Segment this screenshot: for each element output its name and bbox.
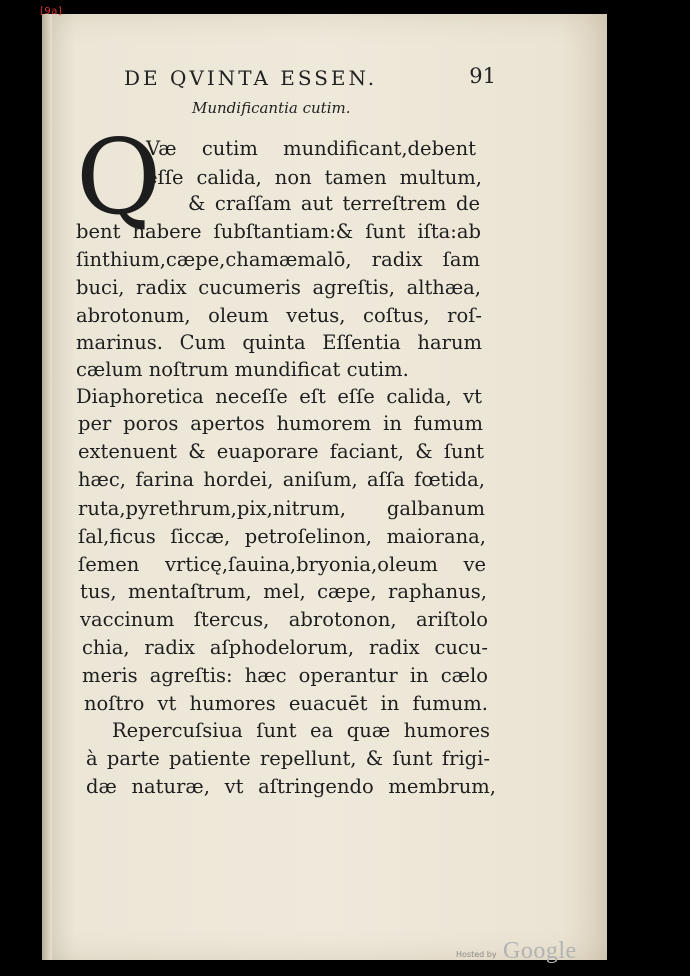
text-line: ſemen vrticę,ſauina,bryonia,oleum ve [78, 553, 486, 576]
page-number: 91 [469, 64, 496, 88]
text-line: ſal,ficus ſiccæ, petroſelinon, maiorana, [78, 525, 486, 548]
text-line: hæc, farina hordei, aniſum, aſſa fœtida, [78, 468, 485, 491]
text-line: abrotonum, oleum vetus, coſtus, roſ- [76, 304, 482, 327]
text-line: Diaphoretica neceſſe eſt eſſe calida, vt [76, 385, 482, 408]
text-line: cælum noſtrum mundificat cutim. [76, 358, 409, 381]
text-line: eſſe calida, non tamen multum, [146, 166, 482, 189]
text-line: buci, radix cucumeris agreſtis, althæa, [76, 276, 481, 299]
text-line: bent habere ſubſtantiam:& ſunt iſta:ab [76, 220, 481, 243]
section-heading: Mundificantia cutim. [192, 99, 351, 117]
text-line: per poros apertos humorem in fumum [78, 412, 483, 435]
text-line: marinus. Cum quinta Eſſentia harum [76, 331, 482, 354]
text-line: Repercuſsiua ſunt ea quæ humores [112, 719, 490, 742]
hosted-by-label: Hosted by [456, 950, 497, 959]
text-line: extenuent & euaporare faciant, & ſunt [78, 440, 484, 463]
text-line: ſinthium,cæpe,chamæmalō, radix ſam [76, 248, 480, 271]
text-line: à parte patiente repellunt, & ſunt frigi- [86, 747, 490, 770]
text-line: chia, radix aſphodelorum, radix cucu- [82, 636, 488, 659]
google-logo: Google [503, 938, 577, 964]
text-line: vaccinum ſtercus, abrotonon, ariſtolo [80, 608, 488, 631]
corner-mark: [9a] [40, 6, 63, 17]
text-line: ruta,pyrethrum,pix,nitrum, galbanum [78, 497, 485, 520]
text-line: noſtro vt humores euacuēt in fumum. [84, 692, 488, 715]
text-line: tus, mentaſtrum, mel, cæpe, raphanus, [80, 580, 487, 603]
text-line: Væ cutim mundificant,debent [146, 137, 476, 160]
text-line: & craſſam aut terreſtrem de [188, 192, 480, 215]
text-line: meris agreſtis: hæc operantur in cælo [82, 664, 488, 687]
running-header-title: DE QVINTA ESSEN. [124, 66, 378, 90]
text-line: dæ naturæ, vt aſtringendo membrum, [86, 775, 496, 798]
drop-cap-initial: Q [76, 116, 162, 238]
